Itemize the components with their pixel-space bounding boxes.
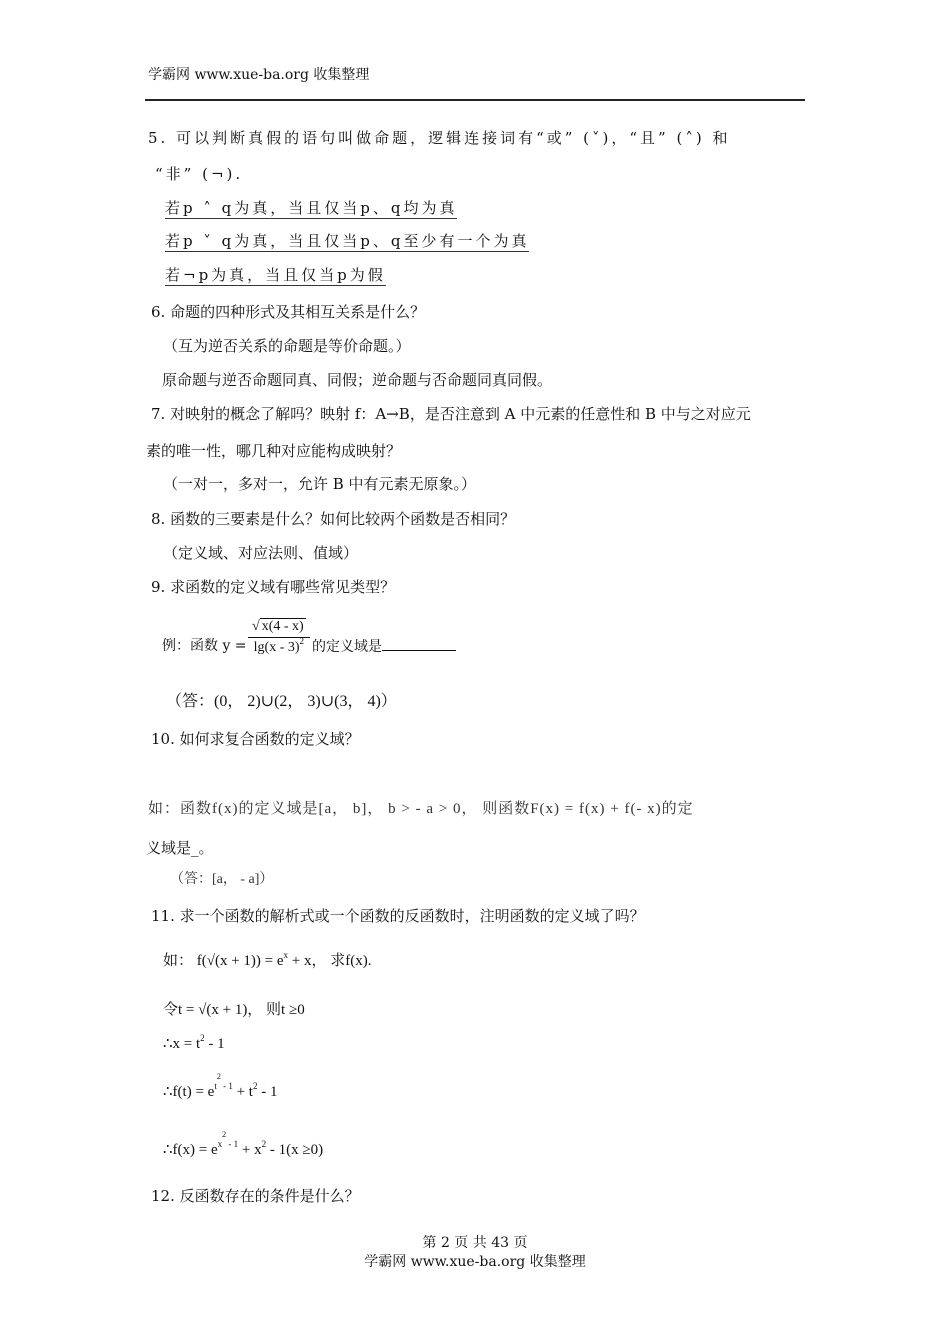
- q8-question: 8. 函数的三要素是什么？如何比较两个函数是否相同？: [151, 510, 516, 528]
- q8-answer: （定义域、对应法则、值域）: [163, 544, 359, 562]
- q7-line1: 7. 对映射的概念了解吗？映射 f：A→B，是否注意到 A 中元素的任意性和 B 中与之对应元: [151, 405, 751, 423]
- q11-step3-exp-group: [214, 1072, 233, 1091]
- q11-question: 11. 求一个函数的解析式或一个函数的反函数时，注明函数的定义域了吗？: [151, 907, 645, 925]
- q11-step4-sq: 2: [261, 1139, 267, 1149]
- q5-or-rule: [165, 231, 529, 251]
- q11-step3-row: [163, 1072, 278, 1104]
- q11-step4b: + x: [238, 1142, 262, 1158]
- q12-question: 12. 反函数存在的条件是什么？: [151, 1187, 360, 1205]
- q11-example: 如： f(√(x + 1)) = e: [163, 953, 284, 969]
- q11-step3-sq: 2: [252, 1081, 258, 1091]
- q11-step4-exp: x: [217, 1139, 223, 1149]
- q10-example-end: 义域是_。: [146, 839, 214, 857]
- q6-note: （互为逆否关系的命题是等价命题。）: [163, 337, 411, 355]
- q11-step4-exp-group: [217, 1130, 239, 1149]
- q11-example-exp: x: [283, 950, 289, 960]
- q11-step3-exp2: 2: [216, 1072, 221, 1081]
- q9-denominator: [248, 636, 310, 656]
- q11-step2-row: [163, 1034, 225, 1055]
- q5-not-rule: [165, 265, 386, 285]
- q11-step2-exp: 2: [200, 1033, 205, 1043]
- q5-and-text: 若p ˄ q为真，当且仅当p、q均为真: [165, 199, 458, 217]
- q5-not-text: 若¬p为真，当且仅当p为假: [165, 266, 386, 284]
- q11-step1: 令t = √(x + 1)， 则t ≥0: [163, 1002, 305, 1018]
- q10-question: 10. 如何求复合函数的定义域？: [151, 730, 360, 748]
- q11-example-tail: + x， 求f(x).: [288, 953, 372, 969]
- q11-step4a: ∴f(x) = e: [163, 1142, 218, 1158]
- answer-blank: [382, 636, 456, 651]
- q11-step2a: ∴x = t: [163, 1036, 201, 1052]
- q11-step4-exp2: 2: [222, 1130, 227, 1139]
- q9-fraction: [248, 619, 310, 656]
- footer-source: 学霸网 www.xue-ba.org 收集整理: [364, 1254, 586, 1270]
- q9-example-suffix-row: [312, 636, 456, 657]
- q9-numerator: √ x(4 - x): [252, 619, 304, 634]
- header-divider: [145, 99, 805, 101]
- q9-question: 9. 求函数的定义域有哪些常见类型？: [151, 578, 396, 596]
- q5-or-text: 若p ˅ q为真，当且仅当p、q至少有一个为真: [165, 232, 530, 250]
- q11-step3b: + t: [232, 1084, 253, 1100]
- q9-denominator-exponent: 2: [299, 636, 305, 646]
- q11-step3c: - 1: [257, 1084, 278, 1100]
- q6-question: 6. 命题的四种形式及其相互关系是什么？: [151, 303, 426, 321]
- q11-step3-exp: t: [214, 1081, 217, 1091]
- q11-step4-row: [163, 1130, 324, 1162]
- q9-denominator-text: lg(x - 3): [253, 640, 300, 655]
- q7-line2: 素的唯一性，哪几种对应能构成映射？: [146, 442, 402, 460]
- q10-answer: （答：[a， - a]）: [170, 872, 274, 887]
- q11-step4-exp-tail: - 1: [226, 1139, 239, 1149]
- q9-example-prefix: 例：函数 y =: [162, 638, 247, 654]
- q6-detail: 原命题与逆否命题同真、同假；逆命题与否命题同真同假。: [162, 371, 553, 389]
- q11-step3-exp-tail: - 1: [220, 1081, 233, 1091]
- q7-answer: （一对一，多对一，允许 B 中有元素无原象。）: [163, 475, 477, 493]
- q5-and-rule: [165, 198, 457, 218]
- q5-line1: 5. 可以判断真假的语句叫做命题，逻辑连接词有“或” (˅)，“且” (˄) 和: [148, 129, 731, 147]
- q9-numerator-text: x(4 - x): [261, 619, 304, 634]
- q11-step3a: ∴f(t) = e: [163, 1084, 215, 1100]
- q10-example: 如：函数f(x)的定义域是[a， b]， b > - a > 0， 则函数F(x) = f(x) + f(- x)的定: [148, 801, 694, 817]
- q11-step2b: - 1: [204, 1036, 225, 1052]
- q5-line2: “非” (¬).: [155, 165, 244, 183]
- q11-example-row: [163, 951, 372, 972]
- header-text: 学霸网 www.xue-ba.org 收集整理: [148, 67, 370, 83]
- footer-page-info: 第 2 页 共 43 页: [422, 1235, 528, 1251]
- q11-step4c: - 1(x ≥0): [266, 1142, 324, 1158]
- q9-answer: （答：(0， 2)∪(2， 3)∪(3， 4)）: [166, 693, 397, 710]
- q9-example-suffix: 的定义域是: [312, 639, 382, 655]
